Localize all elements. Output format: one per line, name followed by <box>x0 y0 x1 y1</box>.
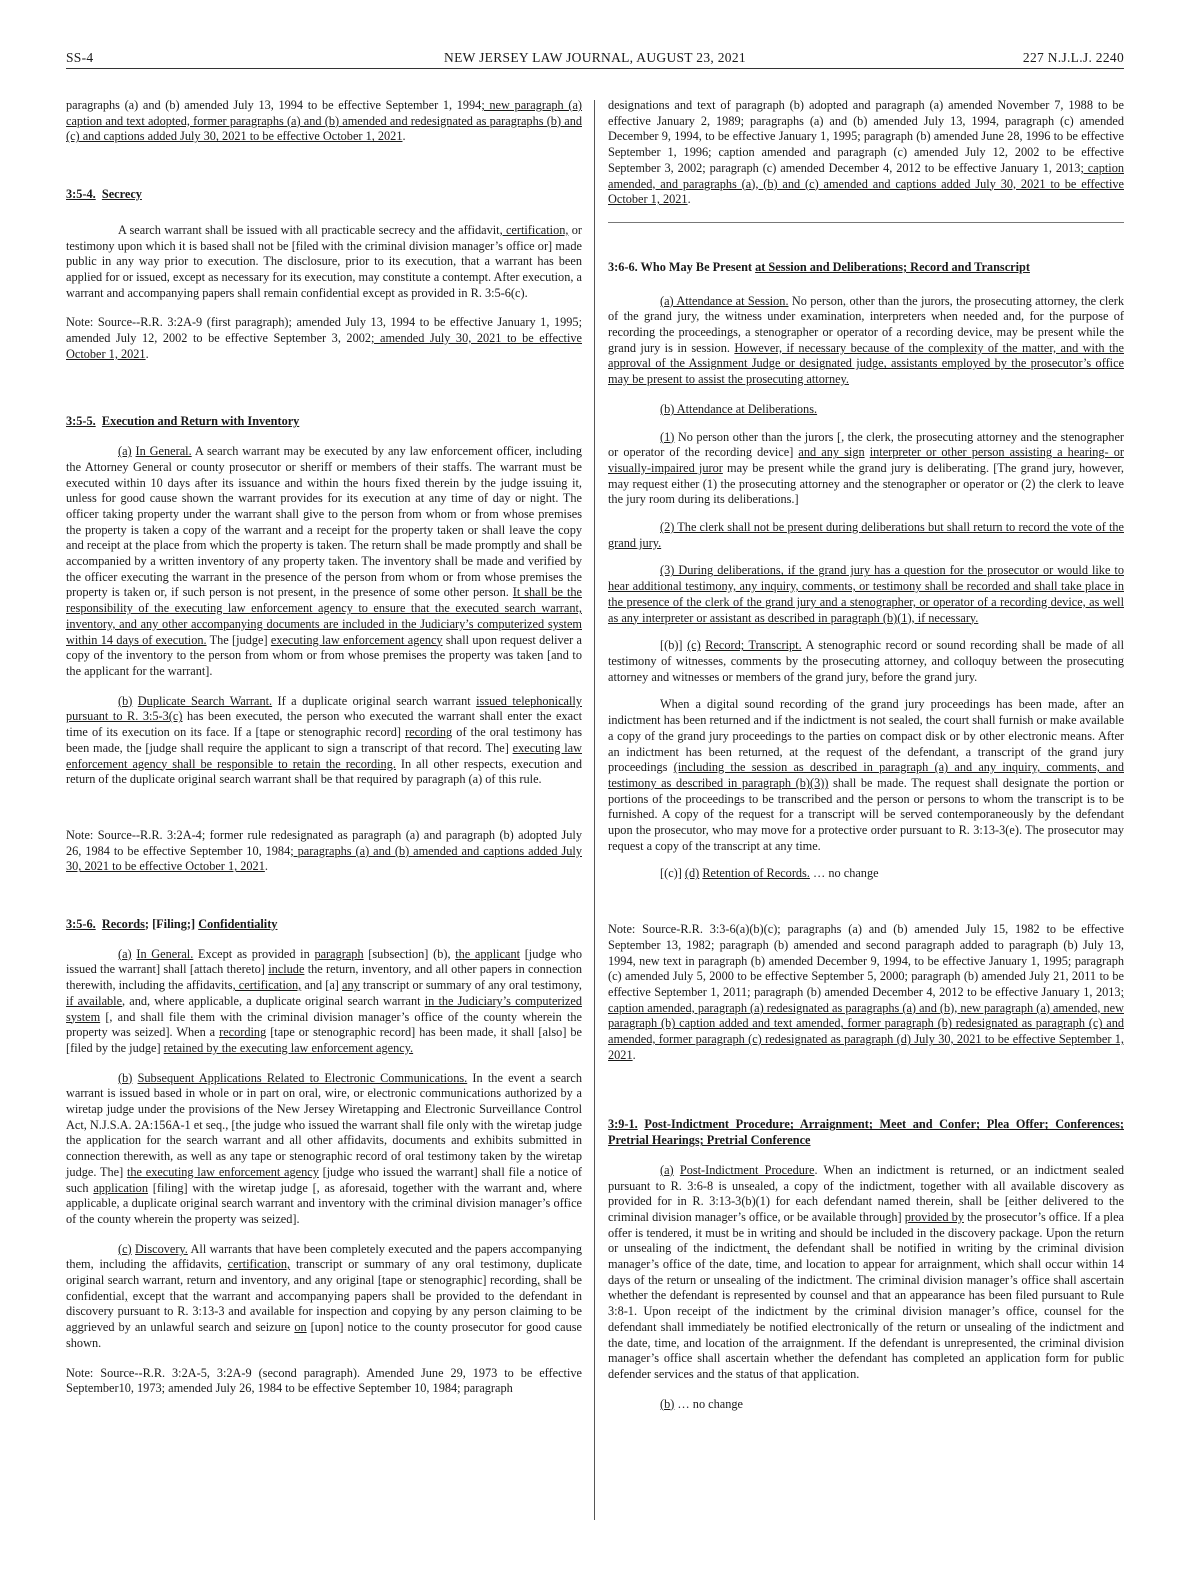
text: the defendant shall be notified in writing by the criminal division manager’s office of the date, time, and location to appear for arraignment <box>608 1241 1125 1272</box>
amendment: It shall be the responsibility of the executing law enforcement agency to ensure that the executed search warrant, inventory, and any other accompanying documents are included in the Judiciary’s computerized system within 14 days of execution. <box>66 585 582 647</box>
text: [(c)] <box>660 866 685 881</box>
amendment: certification, <box>227 1257 291 1272</box>
text: [upon] notice to the county prosecutor for good cause shown. <box>66 1320 583 1350</box>
amendment: , <box>676 1335 680 1350</box>
paragraph-caption: In General. <box>135 444 192 459</box>
amendment: executing law enforcement agency <box>270 632 443 647</box>
amendment: the applicant <box>455 946 521 961</box>
text: Except as provided in <box>193 946 315 961</box>
publication-title: NEW JERSEY LAW JOURNAL, AUGUST 23, 2021 <box>444 50 746 65</box>
paragraph-label: (b) <box>118 1070 133 1085</box>
text: shall be made. The request shall designate the portion or portions of the proceedings to be transcribed and the person or persons to whom the transcript is to be furnished. A copy of the request for a transcript will be served contemporaneously by the defendant upon the prosecutor, who may move for a protective order pursuant to R. 3:13-3(e). The prosecutor may request a copy of the transcript at any time. <box>608 775 1124 853</box>
rule-title: 3:6-6. Who May Be Present <box>608 259 756 274</box>
amendment: paragraph <box>314 946 364 961</box>
rule-3-6-6-c <box>608 638 1124 685</box>
paragraph-caption: Record; Transcript. <box>705 638 802 653</box>
text: which shall occur within 14 days of the return or unsealing of the indictment. The criminal division manager’s office shall ascertain whether the defendant is represented by counsel and that an appearance has been filed pursuant to Rule 3:8-1. Upon receipt of the indictment by the criminal division manager’s office, counsel for the defendant shall immediately be notified electronically of the return or unsealing of the indictment and the date, time <box>608 1257 1124 1350</box>
text: may be present while the grand jury is in session. <box>608 325 1124 355</box>
rule-title: Confidentiality <box>198 917 278 932</box>
text: the return, inventory, and all other papers in connection therewith, including the affidavits <box>66 962 582 993</box>
amendment: , <box>766 1241 770 1256</box>
text: transcript or summary of any oral testimony, duplicate original search warrant, return and inventory, and any original [tape or stenographic] recording <box>66 1257 582 1288</box>
note-text: Note: Source--R.R. 3:2A-5, 3:2A-9 (second paragraph). Amended June 29, 1973 to be effective September10, 1973; amended July 26, 1984 to be effective September 10, 1984; paragraph <box>66 1365 582 1396</box>
right-column <box>608 98 1124 1412</box>
text: the prosecutor’s office. If a plea offer is tendered, it must be in writing and should be included in the discovery package. Upon the return or unsealing of the indictment <box>608 1209 1124 1256</box>
rule-3-5-4-note <box>66 315 582 362</box>
text: transcript or summary of any oral testimony, <box>359 978 582 993</box>
paragraph-caption: In General. <box>136 946 194 961</box>
amendment: (c) <box>687 638 701 653</box>
paragraph-label: (a) <box>118 444 132 459</box>
text: other than the jurors, the prosecuting attorney, the clerk of the grand jury, the witness under examination, interpreters when needed and, for the purpose of recording the proceedings, a stenographer or operator of a recording device <box>608 293 1125 340</box>
rule-3-5-6-note <box>66 1366 582 1397</box>
amendment: any <box>342 978 360 993</box>
note-end: . <box>687 192 691 207</box>
text: [filing] with the wiretap judge [, as aforesaid, together with the warrant and, where applicable, a duplicate original search warrant and inventory with the criminal division manager’s office of the county wherein the property was seized]. <box>66 1180 582 1226</box>
note-amendment: ; new paragraph (a) caption and text adopted, former paragraphs (a) and (b) amended and redesignated as paragraphs (b) and (c) and captions added July 30, 2021 to be effective October 1, 2021 <box>66 98 583 144</box>
note-end: . <box>402 129 406 144</box>
rule-title: Records <box>101 917 145 932</box>
text: except that the warrant and accompanying papers shall be provided to the defendant in discovery pursuant to R. 3:13-3 and available for inspection and copying by any person claiming to be aggrieved by an unlawful search and seizure <box>66 1288 582 1335</box>
amendment: retained by the executing law enforcement agency. <box>163 1040 414 1055</box>
note-amendment: ; caption amended, and paragraphs (a), (b) and (c) amended and captions added July 30, 2021 to be effective October 1, 2021 <box>608 160 1124 207</box>
amendment: , <box>989 325 993 340</box>
paragraph-caption: Subsequent Applications Related to Electronic Communications. <box>137 1070 468 1085</box>
rule-3-5-6-b <box>66 1071 582 1228</box>
note-end: . <box>264 859 268 874</box>
rule-3-6-6-c-2 <box>608 697 1124 854</box>
rule-heading-3-5-4 <box>66 187 582 203</box>
text: and [a] <box>301 978 343 993</box>
text: [judge who issued the warrant] shall [attach thereto] <box>66 946 582 977</box>
amendment: recording <box>405 725 453 740</box>
text: may be present while the grand jury is deliberating. [The grand jury, however, may request either (1) the prosecuting attorney and the stenographer or operator or (2) the clerk to leave the jury room during its deliberations.] <box>608 460 1125 507</box>
text: [(b)] <box>660 638 688 653</box>
note-amendment: ; caption amended, paragraph (a) redesignated as paragraphs (a) and (b), new paragraph (a) amended, new paragraph (b) caption added and text amended, former paragraph (b) redesignated as paragraph (c) and amended, former paragraph (c) redesignated as paragraph (d) July 30, 2021 to be effective September 1, 2021 <box>608 984 1124 1062</box>
text: In the event a search warrant is issued based in whole or in part on oral, wire, or electronic communications authorized by a wiretap judge under the provisions of the New Jersey Wiretapping and Electronic Surveillance Control Act, N.J.S.A. 2A:156A-1 et seq., [the judge who issued the warrant shall file only with the wiretap judge the application for the search warrant and all other affidavits, documents and exhibits submitted in connection therewith, as well as any tape or stenographic record of oral testimony taken by the wiretap judge. The] <box>66 1070 583 1179</box>
amendment: , <box>537 1273 541 1288</box>
amendment: , certification, <box>499 222 569 237</box>
note-text: paragraphs (a) and (b) amended July 13, 1994 to be effective September 1, 1994 <box>66 98 482 112</box>
paragraph-label: (1) <box>660 429 675 444</box>
rule-3-6-6-b-1 <box>608 430 1124 509</box>
rule-3-6-6-b-3 <box>608 563 1124 626</box>
rule-title-amendment: at Session and Deliberations; Record and Transcript <box>755 259 1030 274</box>
paragraph-caption: (b) Attendance at Deliberations. <box>660 401 818 416</box>
amendment: , <box>843 293 847 308</box>
amendment: (d) <box>684 866 700 881</box>
note-text: Note: Source--R.R. 3:2A-9 (first paragraph); amended July 13, 1994 to be effective January 1, 1995; amended July 12, 2002 to be effective September 3, 2002 <box>66 315 582 346</box>
amendment: However, if necessary because of the complexity of the matter, and with the approval of the Assignment Judge or designated judge, assistants employed by the prosecutor’s office may be present to assist the prosecuting attorney. <box>608 340 1125 387</box>
continued-note <box>66 98 582 145</box>
rule-heading-3-9-1 <box>608 1117 1124 1148</box>
amendment: (3) During deliberations, if the grand jury has a question for the prosecutor or would like to hear additional testimony, any inquiry, comments, or testimony shall be recorded and shall take place in the presence of the clerk of the grand jury and a stenographer, or operator of a recording device, as well as any interpreter or assistant as described in paragraph (b)(1), if necessary. <box>608 563 1124 625</box>
text: shall upon request deliver a copy of the inventory to the person from whom or from whose premises the property was taken [and to the applicant for the warrant]. <box>66 632 582 678</box>
text: A search warrant shall be issued with all practicable secrecy and the affidavit <box>118 222 500 237</box>
amendment: executing law enforcement agency shall be responsible to retain the recording. <box>66 740 582 771</box>
paragraph-label: (b) <box>118 693 133 708</box>
text: of the oral testimony has been made, the [judge shall require the applicant to sign a transcript of that record. The] <box>66 725 582 755</box>
rule-number: 3:5-6. <box>66 917 96 932</box>
amendment: (including the session as described in paragraph (a) and any inquiry, comments, and testimony as described in paragraph (b)(3)) <box>608 760 1124 790</box>
amendment: recording <box>219 1025 267 1040</box>
continued-note <box>608 98 1124 208</box>
paragraph-caption: (a) Attendance at Session. <box>660 293 789 308</box>
rule-number: 3:9-1. <box>608 1117 638 1132</box>
rule-number: 3:5-5. <box>66 414 96 429</box>
rule-number: 3:5-4. <box>66 187 96 202</box>
rule-title-deleted: ; [Filing;] <box>144 917 199 932</box>
note-text: Note: Source-R.R. 3:3-6(a)(b)(c); paragraphs (a) and (b) amended July 15, 1982 to be effective September 13, 1982; paragraph (b) amended and second paragraph added to paragraph (b) July 13, 1994, new text in paragraph (b) amended December 9, 1994, to be effective January 1, 1995; paragraph (c) amended July 5, 2000 to be effective September 5, 2000; paragraph (b) amended July 21, 2011 to be effective September 1, 2011; paragraph (b) amended December 4, 2012 to be effective January 1, 2013 <box>608 922 1124 999</box>
paragraph-label: (a) <box>118 946 132 961</box>
paragraph-label: (a) <box>660 1162 674 1177</box>
text: No person <box>788 293 844 308</box>
amendment: in the Judiciary’s computerized system <box>66 993 582 1024</box>
text: and location of the arraignment. If the defendant is unrepresented, the criminal division manager’s office shall ascertain whether the defendant has completed an application form for public defender services and the status of that application. <box>608 1335 1124 1381</box>
text: A stenographic record or sound recording shall be made of all testimony of witnesses, comments by the prosecuting attorney, and colloquy between the prosecuting attorney and witnesses or members of the grand jury, before the grand jury. <box>608 638 1124 684</box>
page-number: SS-4 <box>66 50 94 65</box>
amendment: if available <box>66 993 123 1008</box>
rule-heading-3-5-6 <box>66 917 582 933</box>
rule-3-6-6-d <box>608 866 1124 882</box>
rule-3-5-6-a <box>66 947 582 1057</box>
text: , and, where applicable, a duplicate original search warrant <box>122 993 425 1008</box>
rule-3-5-5-note <box>66 828 582 875</box>
text: … no change <box>809 866 879 881</box>
paragraph-label: (b) <box>660 1396 675 1411</box>
citation: 227 N.J.L.J. 2240 <box>1022 50 1124 65</box>
amendment: (2) The clerk shall not be present during deliberations but shall return to record the vote of the grand jury. <box>608 520 1124 550</box>
header-rule <box>66 68 1124 69</box>
amendment: , <box>977 1257 981 1272</box>
note-text: Note: Source--R.R. 3:2A-4; former rule redesignated as paragraph (a) and paragraph (b) adopted July 26, 1984 to be effective September 10, 1984 <box>66 827 582 858</box>
rule-3-5-4-text <box>66 223 582 302</box>
text: … no change <box>674 1396 743 1411</box>
rule-3-6-6-note <box>608 922 1124 1063</box>
amendment: issued telephonically pursuant to R. 3:5-3(c) <box>66 693 582 724</box>
amendment: on <box>294 1320 307 1335</box>
amendment: provided by <box>904 1209 964 1224</box>
text: [subsection] (b), <box>363 946 456 961</box>
amendment: , certification, <box>232 978 302 993</box>
note-text: designations and text of paragraph (b) adopted and paragraph (a) amended November 7, 1988 to be effective January 2, 1989; paragraphs (a) and (b) amended July 13, 1994, paragraph (c) amended December 9, 1994, to be effective January 1, 1995; paragraph (b) amended June 28, 1996 to be effective September 1, 1996; caption amended and paragraph (c) amended July 12, 2002 to be effective September 3, 2002; paragraph (c) amended December 4, 2012 to be effective January 1, 2013 <box>608 98 1124 175</box>
note-amendment: ; paragraphs (a) and (b) amended and captions added July 30, 2021 to be effective October 1, 2021 <box>66 843 582 874</box>
rule-3-9-1-b <box>608 1397 1124 1413</box>
paragraph-label: (c) <box>118 1241 132 1256</box>
amendment: the executing law enforcement agency <box>126 1164 319 1179</box>
rule-3-6-6-b-2 <box>608 520 1124 551</box>
text: All warrants that have been completely executed and the papers accompanying them, including the affidavits, <box>66 1241 582 1272</box>
amendment: include <box>268 962 305 977</box>
text: No person other than the jurors [, the clerk, the prosecuting attorney and the stenographer or operator of the recording device] <box>608 429 1124 460</box>
note-end: . <box>145 346 149 361</box>
amendment: interpreter or other person assisting a hearing- or visually-impaired juror <box>608 445 1124 475</box>
page-header <box>66 50 1124 70</box>
rule-3-6-6-a <box>608 294 1124 388</box>
left-column <box>66 98 582 1397</box>
text: . When an indictment is returned, or an indictment sealed pursuant to R. 3:6-8 is unsealed, a copy of the indictment, together with all available discovery as provided for in R. 3:13-3(b)(1) for each defendant named therein, shall be [either delivered to the criminal division manager’s office, or be available through] <box>608 1162 1124 1224</box>
text: [tape or stenographic record] has been made, it shall [also] be [filed by the judge] <box>66 1025 582 1055</box>
paragraph-caption: Retention of Records. <box>702 866 810 881</box>
text: If a duplicate original search warrant <box>272 693 477 708</box>
text: A search warrant may be executed by any law enforcement officer, including the Attorney General or county prosecutor or sheriff or members of their staffs. The warrant must be executed within 10 days after its issuance and within the hours fixed therein by the judge issuing it, unless for good cause shown the warrant provides for its execution at any time of day or night. The officer taking property under the warrant shall give to the person from whom or from whose premises the property is taken a copy of the warrant and a receipt for the property taken or shall leave the copy and receipt at the place from which the property is taken. The return shall be made promptly and shall be accompanied by a written inventory of any property taken. The inventory shall be made and verified by the officer executing the warrant in the presence of the person from whom or from whose premises the property is taken or, if such person is not present, in the presence of some other person. <box>66 444 583 600</box>
text: shall be confidential <box>66 1273 582 1303</box>
rule-heading-3-5-5 <box>66 414 582 430</box>
paragraph-caption: Duplicate Search Warrant. <box>137 693 273 708</box>
text: [, and shall file them with the criminal division manager’s office of the county wherein the property was seized]. When a <box>66 1009 582 1040</box>
note-amendment: ; amended July 30, 2021 to be effective October 1, 2021 <box>66 331 582 361</box>
text: has been executed, the person who executed the warrant shall enter the exact time of its execution on its face. If a [tape or stenographic record] <box>66 709 582 740</box>
rule-heading-3-6-6 <box>608 260 1124 276</box>
rule-title: Post-Indictment Procedure; Arraignment; Meet and Confer; Plea Offer; Conferences; Pretrial Hearings; Pretrial Conference <box>608 1117 1124 1148</box>
rule-3-9-1-a <box>608 1163 1124 1383</box>
text: or testimony upon which it is based shall not be [filed with the criminal division manager’s office or] made public in any way prior to execution. The disclosure, prior to its execution, that a warrant has been applied for or issued, except as necessary for its execution, may constitute a contempt. After execution, a warrant and accompanying papers shall remain confidential except as provided in R. 3:5-6(c). <box>66 222 582 300</box>
paragraph-caption: Post-Indictment Procedure <box>679 1162 815 1177</box>
text: The [judge] <box>206 632 271 647</box>
amendment: and any sign <box>798 445 865 460</box>
paragraph-caption: Discovery. <box>135 1241 188 1256</box>
rule-3-6-6-b-caption <box>608 402 1124 418</box>
rule-3-5-5-a <box>66 444 582 680</box>
text: When a digital sound recording of the grand jury proceedings has been made, after an indictment has been returned and if the indictment is not sealed, the court shall furnish or make available a copy of the grand jury proceedings to the parties on compact disk or by other electronic means. After an indictment has been returned, at the request of the defendant, a transcript of the grand jury proceedings <box>608 697 1124 775</box>
amendment: , <box>124 1288 128 1303</box>
note-end: . <box>632 1047 636 1062</box>
rule-title: Secrecy <box>101 187 142 202</box>
text: [judge who issued the warrant] shall file a notice of such <box>66 1164 582 1195</box>
column-divider <box>594 100 595 1520</box>
rule-3-5-5-b <box>66 694 582 788</box>
rule-title: Execution and Return with Inventory <box>101 414 300 429</box>
text: In all other respects, execution and return of the duplicate original search warrant shall be that required by paragraph (a) of this rule. <box>66 756 582 787</box>
amendment: application <box>93 1180 148 1195</box>
rule-3-5-6-c <box>66 1242 582 1352</box>
